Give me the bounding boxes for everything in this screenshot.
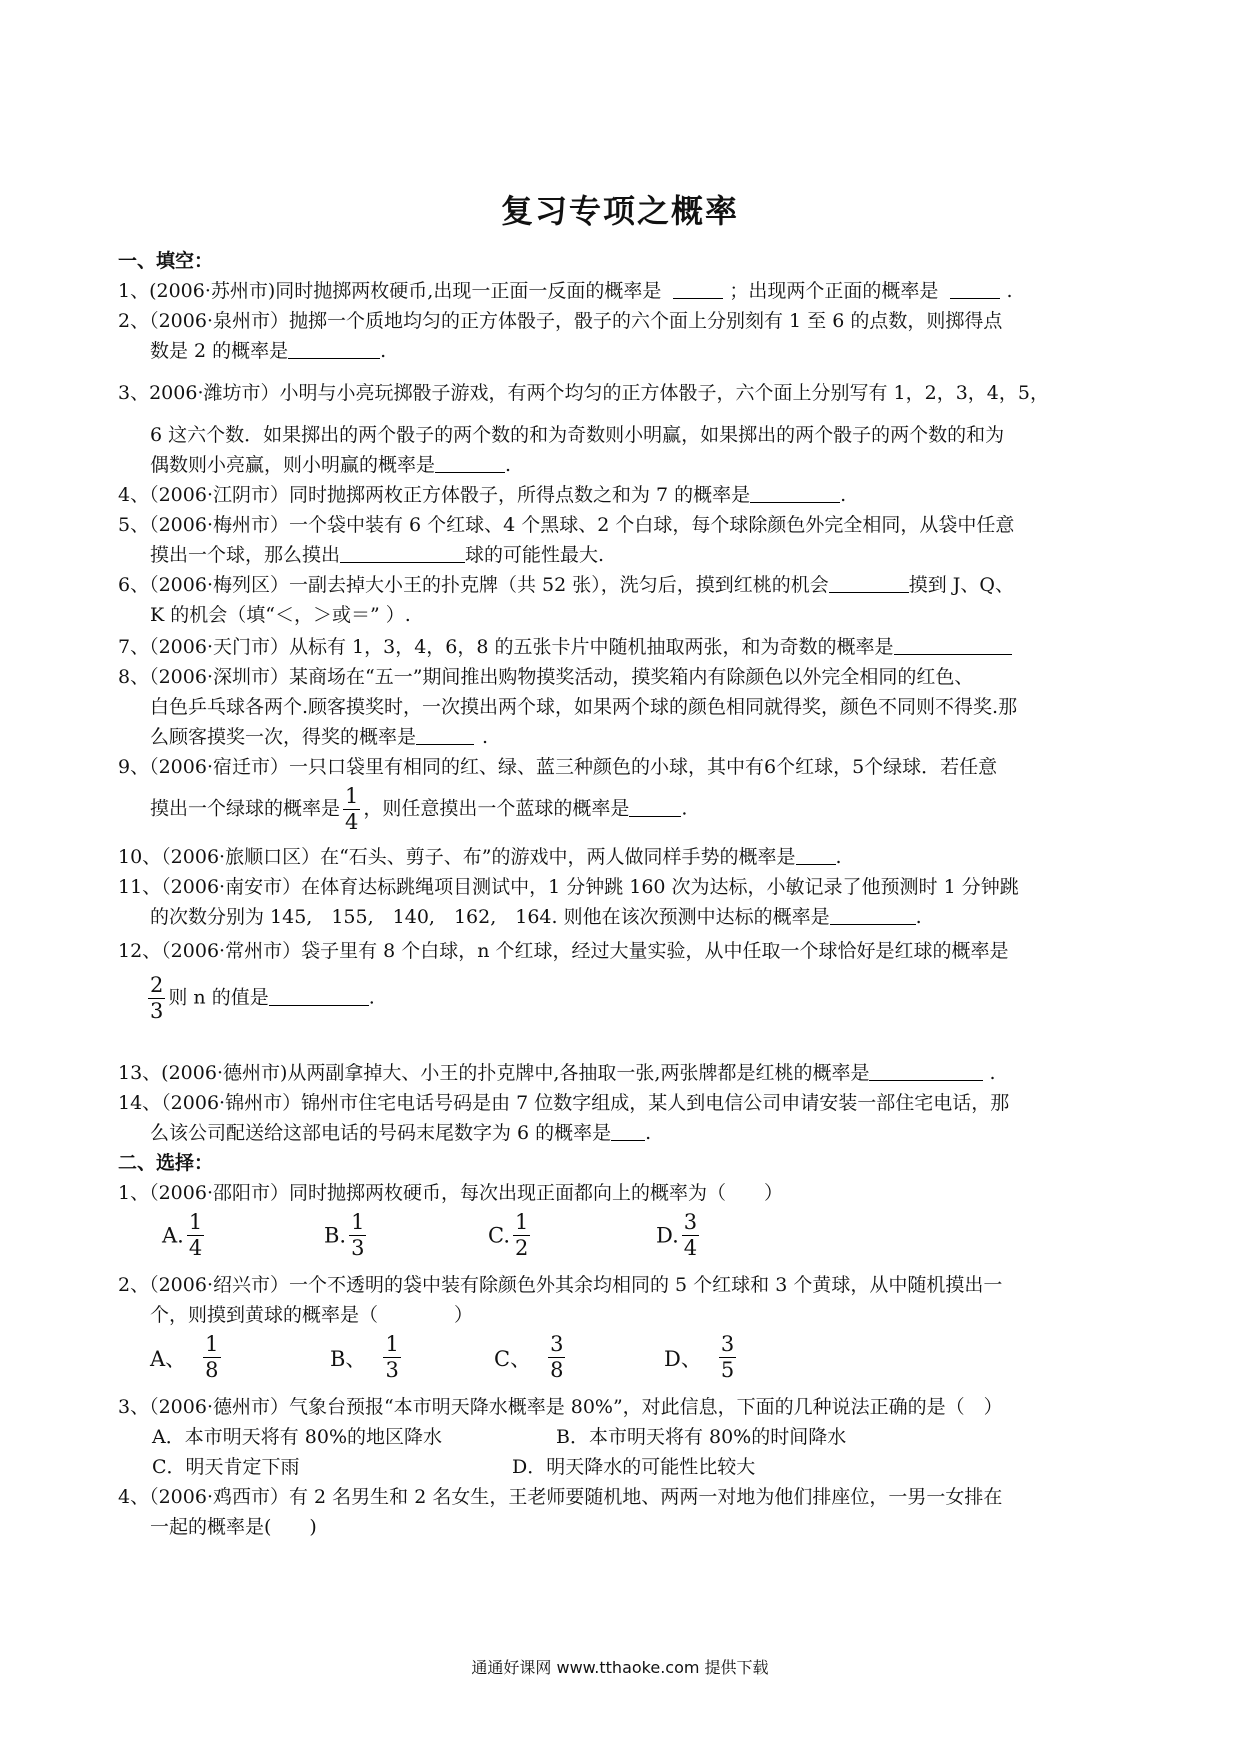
fraction: $\frac{3}{4}$ bbox=[683, 1210, 698, 1260]
answer-blank bbox=[869, 1062, 983, 1081]
option-label: B、 bbox=[330, 1346, 367, 1371]
option-0 bbox=[162, 1212, 207, 1259]
fraction: $\frac{1}{3}$ bbox=[385, 1332, 399, 1382]
q8-text-d: . bbox=[482, 726, 489, 748]
q1-text-c: . bbox=[1006, 280, 1013, 302]
question-fill-11-cont bbox=[150, 902, 922, 929]
q7-text-a: 7、（2006·天门市）从标有 1，3，4，6，8 的五张卡片中随机抽取两张，和为奇数的概率是 bbox=[118, 636, 894, 658]
option-label: A、 bbox=[150, 1346, 187, 1371]
q12-text-c: . bbox=[368, 986, 375, 1009]
option-3 bbox=[656, 1212, 702, 1259]
answer-blank bbox=[750, 484, 840, 503]
q9-text-b: 摸出一个绿球的概率是 bbox=[150, 797, 341, 820]
q14-text-b: 么该公司配送给这部电话的号码末尾数字为 6 的概率是 bbox=[150, 1122, 612, 1144]
question-fill-10 bbox=[118, 842, 842, 869]
question-fill-1 bbox=[118, 276, 1013, 303]
option-label: D. bbox=[656, 1223, 679, 1248]
option-label: A. bbox=[162, 1223, 184, 1248]
q12-text-b: 则 n 的值是 bbox=[168, 986, 269, 1009]
question-fill-5: 5、（2006·梅州市）一个袋中装有 6 个红球、4 个黑球、2 个白球，每个球除颜色外完全相同，从袋中任意 bbox=[118, 514, 1015, 536]
answer-blank bbox=[288, 340, 380, 359]
fraction: $\frac{1}{3}$ bbox=[351, 1210, 365, 1260]
question-fill-12-cont bbox=[150, 975, 375, 1022]
answer-blank bbox=[673, 280, 723, 299]
fraction: $\frac{1}{4}$ bbox=[188, 1210, 203, 1260]
fraction: $\frac{1}{8}$ bbox=[205, 1332, 219, 1382]
answer-blank bbox=[894, 636, 1012, 655]
answer-blank bbox=[269, 987, 369, 1006]
option-2 bbox=[494, 1334, 568, 1381]
question-fill-5-cont bbox=[150, 540, 604, 567]
question-fill-3-cont1: 6 这六个数．如果掷出的两个骰子的两个数的和为奇数则小明赢，如果掷出的两个骰子的两个数的和为 bbox=[150, 424, 1005, 446]
question-fill-14-cont bbox=[150, 1118, 651, 1145]
q4-text-a: 4、（2006·江阴市）同时抛掷两枚正方体骰子，所得点数之和为 7 的概率是 bbox=[118, 484, 751, 506]
q5-text-b: 摸出一个球，那么摸出 bbox=[150, 544, 341, 566]
option-0 bbox=[150, 1334, 224, 1381]
question-fill-14: 14、（2006·锦州市）锦州市住宅电话号码是由 7 位数字组成，某人到电信公司申请安装一部住宅电话，那 bbox=[118, 1092, 1010, 1114]
q6-text-a: 6、（2006·梅列区）一副去掉大小王的扑克牌（共 52 张），洗匀后，摸到红桃的机会 bbox=[118, 574, 829, 596]
q11-text-c: . bbox=[915, 906, 922, 928]
question-choice-2: 2、（2006·绍兴市）一个不透明的袋中装有除颜色外其余均相同的 5 个红球和 3 个黄球，从中随机摸出一 bbox=[118, 1274, 1003, 1296]
section-fill-in: 一、填空： bbox=[118, 250, 214, 272]
q5-text-c: 球的可能性最大. bbox=[465, 544, 605, 566]
fraction: $\frac{1}{2}$ bbox=[515, 1210, 529, 1260]
q6-text-b: 摸到 J、Q、 bbox=[908, 574, 1014, 596]
fraction: $\frac{3}{5}$ bbox=[720, 1332, 735, 1382]
q8-text-c: 么顾客摸奖一次，得奖的概率是 bbox=[150, 726, 417, 748]
answer-blank bbox=[629, 798, 681, 817]
question-fill-6-cont: K 的机会（填“＜，＞或＝” ）. bbox=[150, 604, 411, 626]
choice-3-option-b: B．本市明天将有 80%的时间降水 bbox=[556, 1426, 847, 1448]
option-1 bbox=[324, 1212, 369, 1259]
q4-text-b: . bbox=[840, 484, 847, 506]
question-fill-3-cont2 bbox=[150, 450, 511, 477]
q2-text-c: . bbox=[380, 340, 387, 362]
option-1 bbox=[330, 1334, 404, 1381]
fraction: $\frac{1}{4}$ bbox=[345, 784, 359, 834]
answer-blank bbox=[830, 906, 916, 925]
q11-text-b: 的次数分别为 145, 155, 140, 162, 164. 则他在该次预测中达标的概率是 bbox=[150, 906, 830, 928]
question-fill-8-cont1: 白色乒乓球各两个.顾客摸奖时，一次摸出两个球，如果两个球的颜色相同就得奖，颜色不同则不得奖.那 bbox=[150, 696, 1018, 718]
question-fill-12: 12、（2006·常州市）袋子里有 8 个白球，n 个红球，经过大量实验，从中任取一个球恰好是红球的概率是 bbox=[118, 940, 1009, 962]
q10-text-b: . bbox=[835, 846, 842, 868]
q13-text-b: . bbox=[989, 1062, 996, 1084]
fraction: $\frac{3}{8}$ bbox=[550, 1332, 564, 1382]
answer-blank bbox=[796, 846, 836, 865]
q3-text-d: . bbox=[505, 454, 512, 476]
page-footer: 通通好课网 www.tthaoke.com 提供下载 bbox=[471, 1658, 769, 1677]
option-2 bbox=[488, 1212, 533, 1259]
answer-blank bbox=[829, 574, 909, 593]
question-fill-8: 8、（2006·深圳市）某商场在“五一”期间推出购物摸奖活动，摸奖箱内有除颜色以外完全相同的红色、 bbox=[118, 666, 974, 688]
answer-blank bbox=[340, 544, 465, 563]
option-3 bbox=[664, 1334, 739, 1381]
question-fill-3: 3、2006·潍坊市）小明与小亮玩掷骰子游戏，有两个均匀的正方体骰子，六个面上分别写有 1，2，3，4，5， bbox=[118, 382, 1049, 404]
question-fill-6 bbox=[118, 570, 1014, 597]
q2-text-b: 数是 2 的概率是 bbox=[150, 340, 289, 362]
q9-text-c: ，则任意摸出一个蓝球的概率是 bbox=[363, 797, 630, 820]
answer-blank bbox=[435, 454, 505, 473]
choice-3-option-c: C．明天肯定下雨 bbox=[152, 1456, 300, 1478]
answer-blank bbox=[950, 280, 1000, 299]
option-label: D、 bbox=[664, 1346, 702, 1371]
question-fill-2: 2、（2006·泉州市）抛掷一个质地均匀的正方体骰子，骰子的六个面上分别刻有 1 至 6 的点数，则掷得点 bbox=[118, 310, 1003, 332]
question-choice-3: 3、（2006·德州市）气象台预报“本市明天降水概率是 80%”，对此信息，下面的几种说法正确的是（ ） bbox=[118, 1396, 1003, 1418]
question-fill-7 bbox=[118, 632, 1012, 659]
choice-3-option-d: D．明天降水的可能性比较大 bbox=[512, 1456, 756, 1478]
question-fill-9-cont bbox=[150, 786, 687, 833]
q13-text-a: 13、(2006·德州市)从两副拿掉大、小王的扑克牌中,各抽取一张,两张牌都是红桃的概率是 bbox=[118, 1062, 870, 1084]
question-fill-11: 11、（2006·南安市）在体育达标跳绳项目测试中，1 分钟跳 160 次为达标，小敏记录了他预测时 1 分钟跳 bbox=[118, 876, 1019, 898]
q1-text-a: 1、(2006·苏州市)同时抛掷两枚硬币,出现一正面一反面的概率是 bbox=[118, 280, 662, 302]
question-fill-9: 9、（2006·宿迁市）一只口袋里有相同的红、绿、蓝三种颜色的小球，其中有6个红球，5个绿球．若任意 bbox=[118, 756, 998, 778]
answer-blank bbox=[611, 1122, 645, 1141]
choice-3-option-a: A．本市明天将有 80%的地区降水 bbox=[152, 1426, 442, 1448]
option-label: C、 bbox=[494, 1346, 532, 1371]
option-label: C. bbox=[488, 1223, 510, 1248]
question-choice-1: 1、（2006·邵阳市）同时抛掷两枚硬币，每次出现正面都向上的概率为（ ） bbox=[118, 1182, 783, 1204]
question-fill-13 bbox=[118, 1058, 996, 1085]
question-choice-4: 4、（2006·鸡西市）有 2 名男生和 2 名女生，王老师要随机地、两两一对地为他们排座位，一男一女排在 bbox=[118, 1486, 1003, 1508]
page-title: 复习专项之概率 bbox=[500, 192, 739, 230]
question-choice-2-cont: 个，则摸到黄球的概率是（ ） bbox=[150, 1304, 474, 1326]
answer-blank bbox=[416, 726, 474, 745]
q9-text-d: . bbox=[681, 797, 688, 820]
question-fill-8-cont2 bbox=[150, 722, 488, 749]
fraction: $\frac{2}{3}$ bbox=[150, 973, 164, 1023]
q3-text-c: 偶数则小亮赢，则小明赢的概率是 bbox=[150, 454, 436, 476]
q1-text-b: ；出现两个正面的概率是 bbox=[729, 280, 939, 302]
question-fill-2-cont bbox=[150, 336, 386, 363]
q14-text-c: . bbox=[645, 1122, 652, 1144]
q10-text-a: 10、（2006·旅顺口区）在“石头、剪子、布”的游戏中，两人做同样手势的概率是 bbox=[118, 846, 796, 868]
option-label: B. bbox=[324, 1223, 347, 1248]
section-choice: 二、选择： bbox=[118, 1152, 214, 1174]
question-choice-4-cont: 一起的概率是( ) bbox=[150, 1516, 317, 1538]
question-fill-4 bbox=[118, 480, 846, 507]
